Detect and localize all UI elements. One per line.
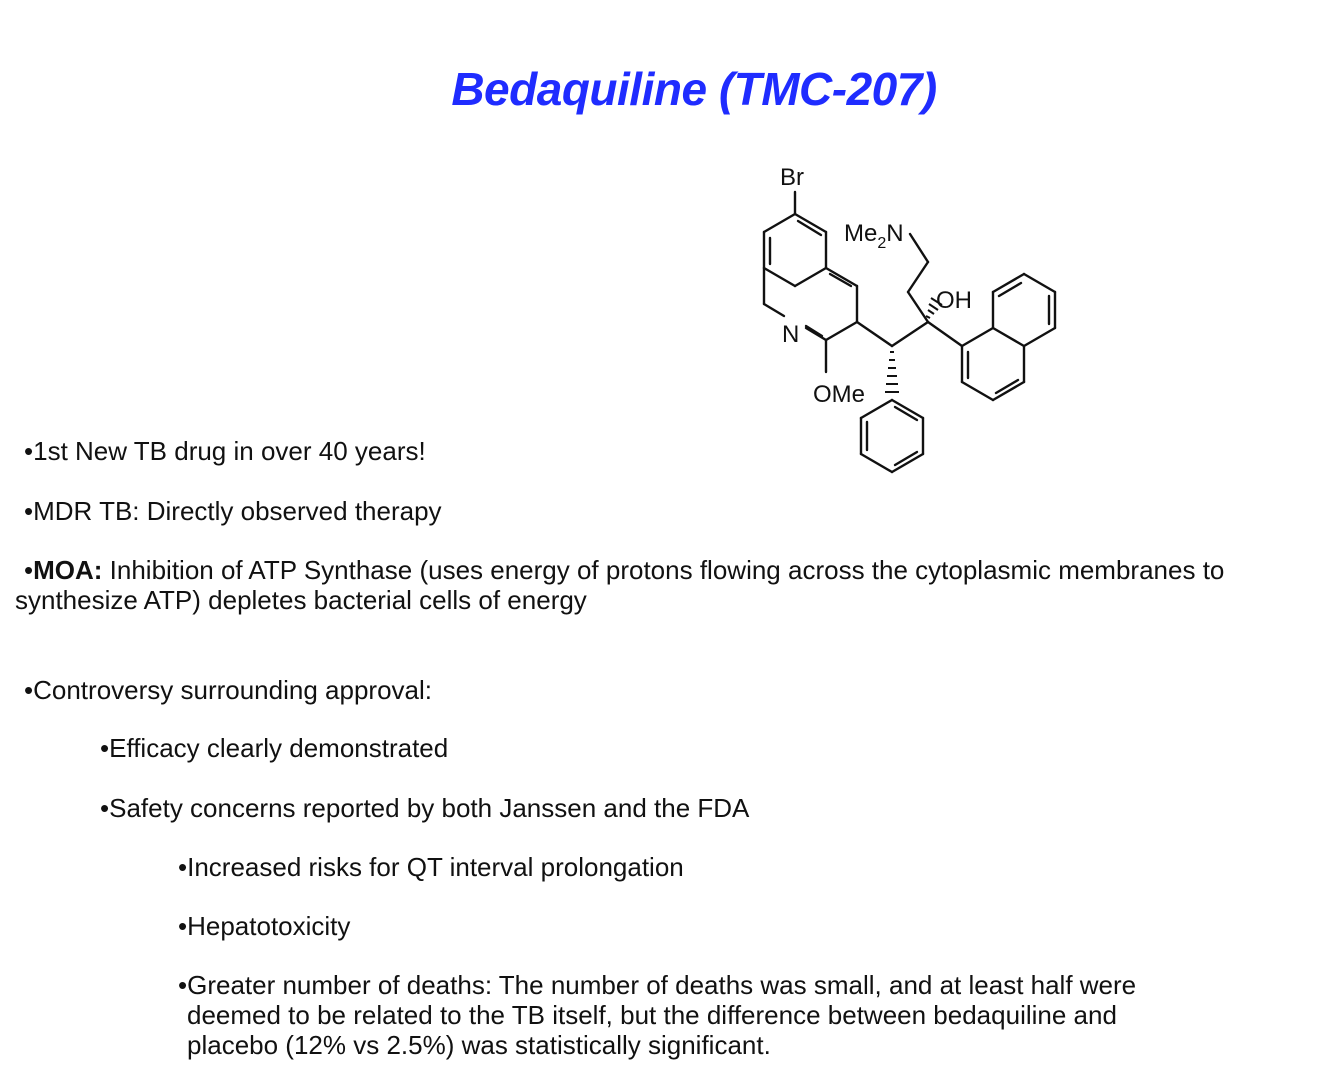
bullet-hepatotoxicity: •Hepatotoxicity	[178, 911, 351, 941]
bedaquiline-structure	[740, 150, 1080, 480]
chemical-structure-diagram	[740, 150, 1080, 480]
dimethylamino-label: $Me_2N$	[844, 220, 904, 252]
methoxy-label: OMe	[813, 381, 866, 408]
bromine-label: Br	[780, 164, 804, 191]
bullet-mdr-tb: •MDR TB: Directly observed therapy	[24, 496, 442, 526]
bullet-deaths: •Greater number of deaths: The number of deaths was small, and at least half were deemed to be related to the TB itself, but the difference between bedaquiline and placebo (12% vs 2.5%) was statistically significant.	[178, 970, 1137, 1060]
moa-label: MOA:	[33, 555, 103, 585]
bullet-qt-prolongation: •Increased risks for QT interval prolongation	[178, 852, 684, 882]
hydroxyl-label: OH	[936, 287, 972, 314]
bullet-safety-concerns: •Safety concerns reported by both Janssen and the FDA	[100, 793, 750, 823]
bullet-efficacy: •Efficacy clearly demonstrated	[100, 733, 449, 763]
slide-title: Bedaquiline (TMC-207)	[451, 63, 937, 115]
bullet-moa: •MOA: Inhibition of ATP Synthase (uses energy of protons flowing across the cytoplasmic membranes to synthesize ATP) depletes bacterial cells of energy	[15, 555, 1225, 615]
bullet-first-new-drug: •1st New TB drug in over 40 years!	[24, 436, 426, 466]
bullet-controversy: •Controversy surrounding approval:	[24, 675, 432, 705]
nitrogen-label: N	[782, 321, 800, 348]
